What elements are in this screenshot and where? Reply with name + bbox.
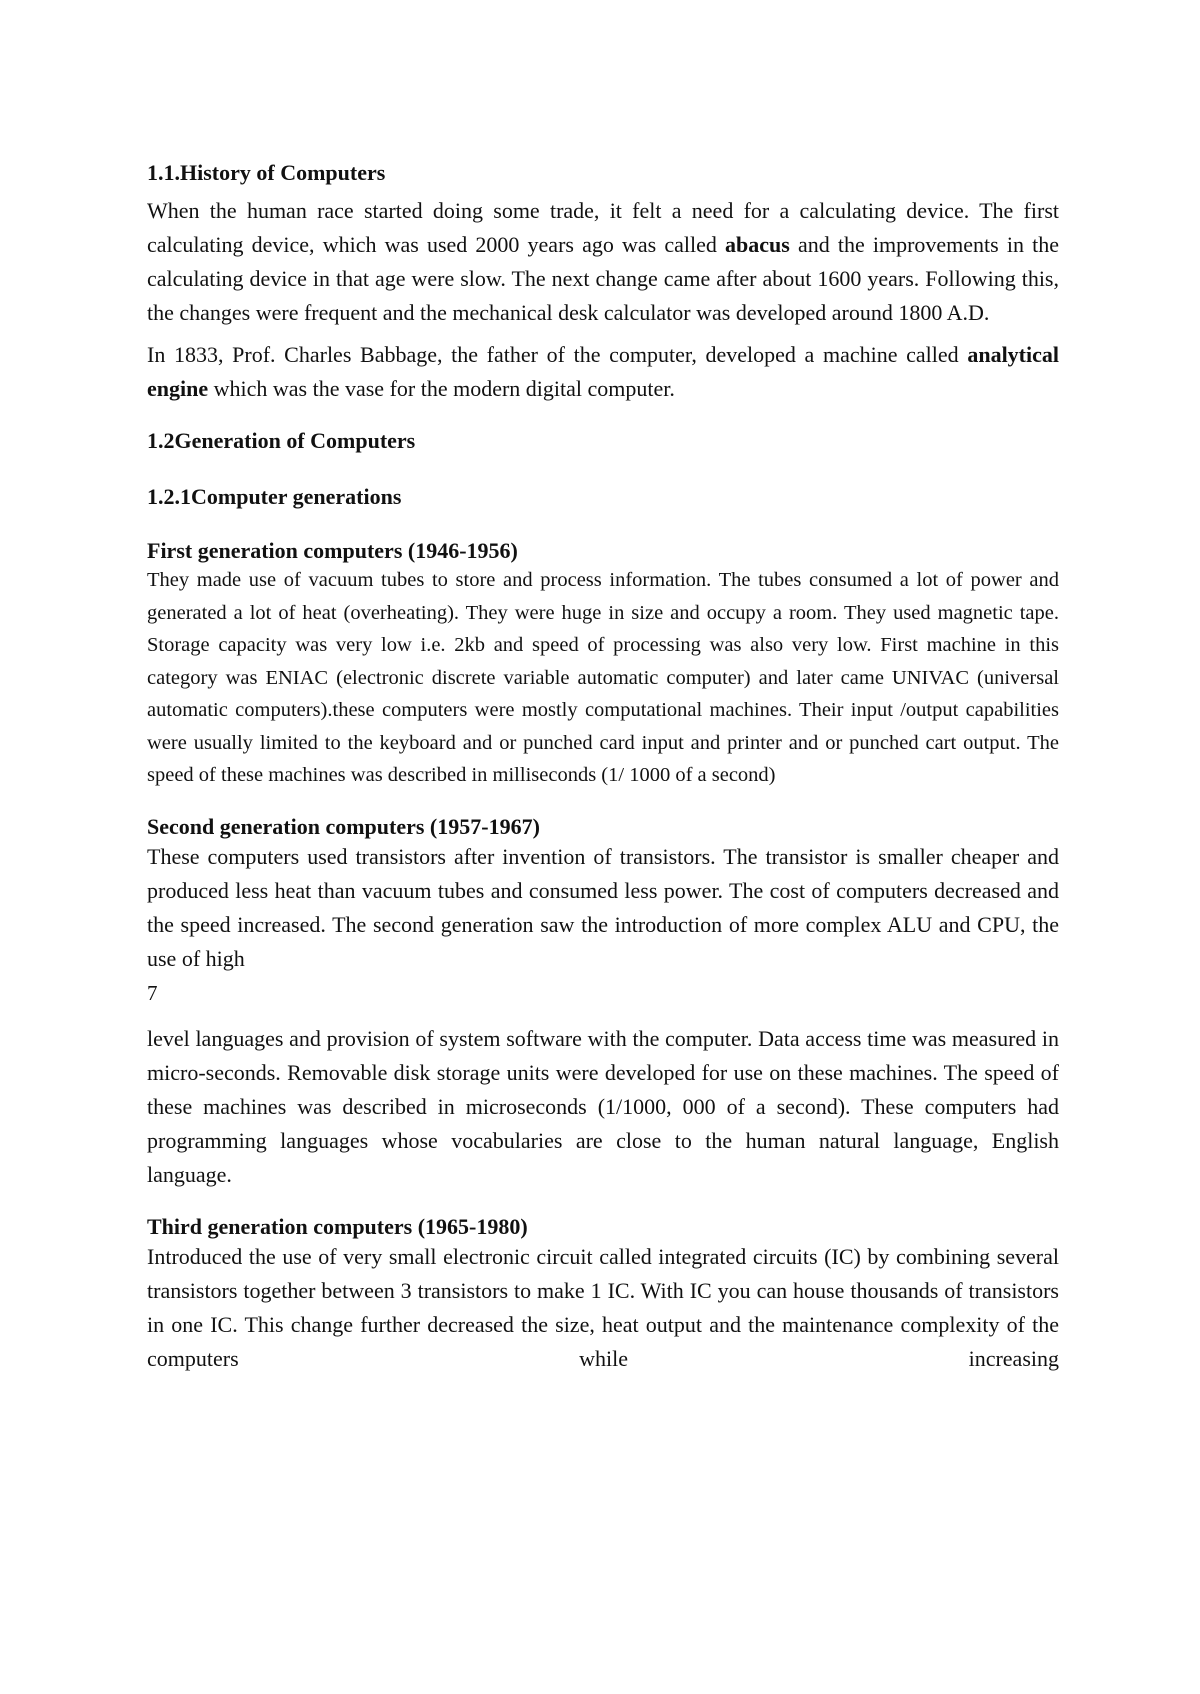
- history-p2-text-b: which was the vase for the modern digital computer.: [208, 376, 675, 401]
- history-p1-text-a: When the human race started doing some trade, it felt a need for a calculating device. The first calculating device, which was used 2000 years ago was called: [147, 198, 1059, 257]
- history-heading: 1.1.History of Computers: [147, 160, 386, 185]
- second-generation-heading: Second generation computers (1957-1967): [147, 813, 540, 839]
- term-abacus: abacus: [725, 232, 790, 257]
- document-page: [147, 160, 1059, 1376]
- page-number: 7: [147, 980, 158, 1005]
- third-generation-text: Introduced the use of very small electronic circuit called integrated circuits (IC) by combining several transistors together between 3 transistors to make 1 IC. With IC you can house thousands of transistors in one IC. This change further decreased the size, heat output and the maintenance complexity of the computers while increasing: [147, 1243, 1059, 1371]
- first-generation-heading: First generation computers (1946-1956): [147, 538, 518, 563]
- history-p1-text-b: and the improvements in the calculating device in that age were slow. The next change came after about 1600 years. Following this, the changes were frequent and the mechanical desk calculator was developed around 1800 A.D.: [147, 232, 1059, 325]
- history-paragraph-2: [147, 338, 1059, 406]
- term-analytical-engine: analytical engine: [147, 342, 1059, 401]
- history-p2-text-a: In 1833, Prof. Charles Babbage, the father of the computer, developed a machine called: [147, 342, 968, 367]
- history-paragraph-1: [147, 194, 1059, 330]
- generation-heading: 1.2Generation of Computers: [147, 428, 416, 453]
- second-generation-text-b: level languages and provision of system software with the computer. Data access time was measured in micro-seconds. Removable disk storage units were developed for use on these machines. The speed of these machines was described in microseconds (1/1000, 000 of a second). These computers had programming languages whose vocabularies are close to the human natural language, English language.: [147, 1025, 1059, 1187]
- third-generation-heading: Third generation computers (1965-1980): [147, 1213, 528, 1239]
- computer-generations-heading: 1.2.1Computer generations: [147, 484, 402, 509]
- second-generation-text-a: These computers used transistors after invention of transistors. The transistor is smaller cheaper and produced less heat than vacuum tubes and consumed less power. The cost of computers decreased and the speed increased. The second generation saw the introduction of more complex ALU and CPU, the use of high: [147, 843, 1059, 971]
- first-generation-text: They made use of vacuum tubes to store and process information. The tubes consumed a lot of power and generated a lot of heat (overheating). They were huge in size and occupy a room. They used magnetic tape. Storage capacity was very low i.e. 2kb and speed of processing was also very low. First machine in this category was ENIAC (electronic discrete variable automatic computer) and later came UNIVAC (universal automatic computers).these computers were mostly computational machines. Their input /output capabilities were usually limited to the keyboard and or punched card input and printer and or punched cart output. The speed of these machines was described in milliseconds (1/ 1000 of a second): [147, 569, 1059, 786]
